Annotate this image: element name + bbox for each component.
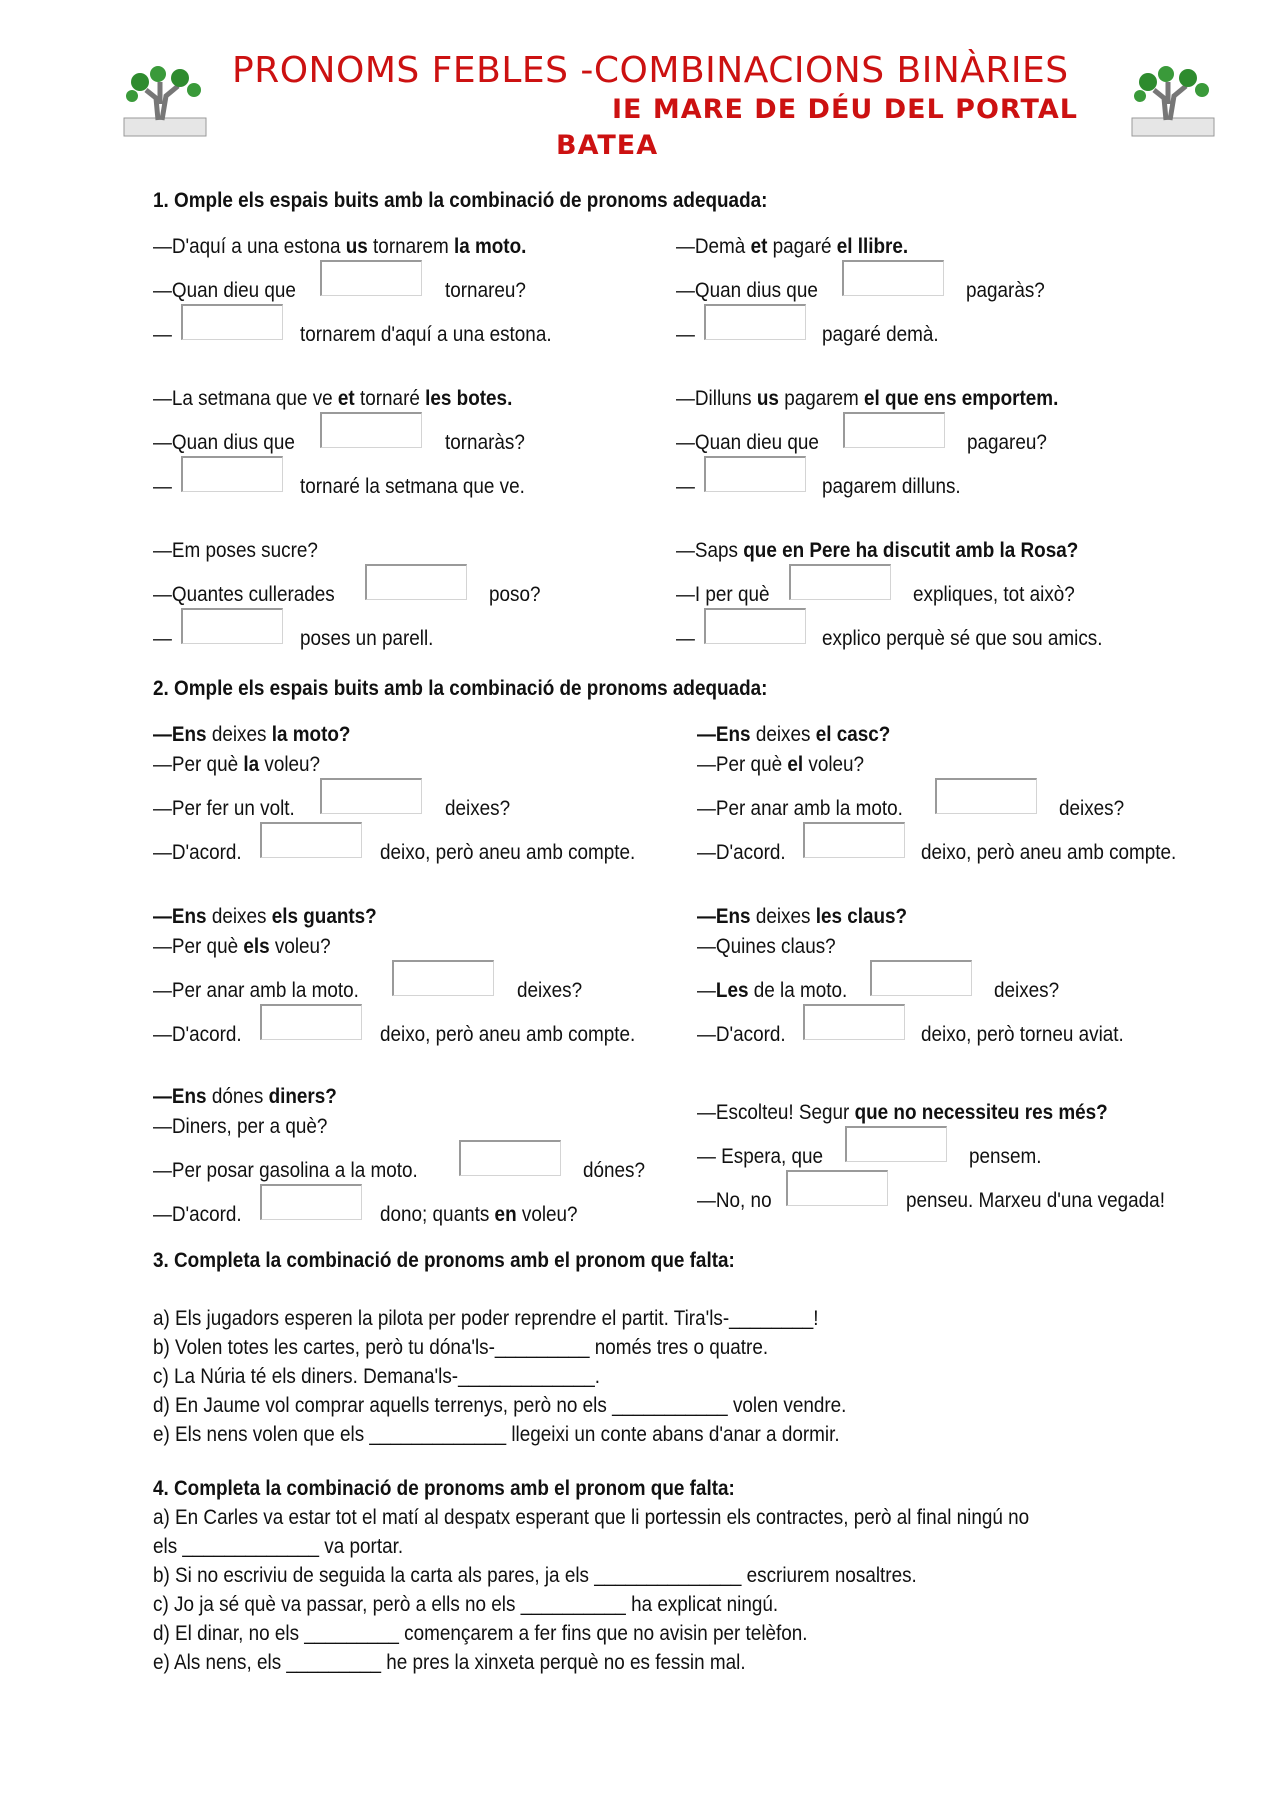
s2e-answer-box-2[interactable]: [260, 1184, 362, 1220]
s1f-line3-end: explico perquè sé que sou amics.: [822, 627, 1103, 650]
s1c-line3-end: tornaré la setmana que ve.: [300, 475, 525, 498]
s1b-line2-end: pagaràs?: [966, 279, 1045, 302]
s2e-line4-end: dono; quants en voleu?: [380, 1203, 578, 1226]
town-name: BATEA: [556, 130, 659, 161]
s2c-answer-box-1[interactable]: [392, 960, 494, 996]
s1b-line3-dash: —: [676, 323, 695, 346]
s2c-line2: —Per què els voleu?: [153, 935, 331, 958]
s1c-answer-box-2[interactable]: [181, 456, 283, 492]
s1d-answer-box-1[interactable]: [843, 412, 945, 448]
s2d-answer-box-1[interactable]: [870, 960, 972, 996]
s1f-line2-label: —I per què: [676, 583, 770, 606]
s1c-line3-dash: —: [153, 475, 172, 498]
s1e-line2-label: —Quantes cullerades: [153, 583, 335, 606]
s2d-line4-end: deixo, però torneu aviat.: [921, 1023, 1124, 1046]
s2c-line1: —Ens deixes els guants?: [153, 905, 377, 928]
s2a-answer-box-2[interactable]: [260, 822, 362, 858]
s2b-line3-end: deixes?: [1059, 797, 1125, 820]
s2b-line3-label: —Per anar amb la moto.: [697, 797, 903, 820]
page-title: PRONOMS FEBLES -COMBINACIONS BINÀRIES: [232, 50, 1069, 91]
s2a-answer-box-1[interactable]: [320, 778, 422, 814]
s3-item-e: e) Els nens volen que els _____________ llegeixi un conte abans d'anar a dormir.: [153, 1423, 840, 1446]
s1a-line2-label: —Quan dieu que: [153, 279, 296, 302]
s1c-answer-box-1[interactable]: [320, 412, 422, 448]
s2e-answer-box-1[interactable]: [459, 1140, 561, 1176]
s2c-line3-end: deixes?: [517, 979, 583, 1002]
s1c-line2-label: —Quan dius que: [153, 431, 295, 454]
s4-item-c: c) Jo ja sé què va passar, però a ells no els __________ ha explicat ningú.: [153, 1593, 779, 1616]
s1a-line1: —D'aquí a una estona us tornarem la moto.: [153, 235, 527, 258]
s2b-line4-end: deixo, però aneu amb compte.: [921, 841, 1177, 864]
s1a-answer-box-2[interactable]: [181, 304, 283, 340]
s1d-line3-end: pagarem dilluns.: [822, 475, 961, 498]
s1f-answer-box-2[interactable]: [704, 608, 806, 644]
school-logo-left: [110, 60, 220, 140]
s1a-line3-dash: —: [153, 323, 172, 346]
s2e-line4-label: —D'acord.: [153, 1203, 242, 1226]
s1d-line2-end: pagareu?: [967, 431, 1047, 454]
school-name: IE MARE DE DÉU DEL PORTAL: [612, 94, 1078, 125]
s2c-line3-label: —Per anar amb la moto.: [153, 979, 359, 1002]
s2e-line3-end: dónes?: [583, 1159, 646, 1182]
s1e-answer-box-1[interactable]: [365, 564, 467, 600]
s1a-answer-box-1[interactable]: [320, 260, 422, 296]
s4-item-a-cont: els _____________ va portar.: [153, 1535, 404, 1558]
s2f-line3-label: —No, no: [697, 1189, 772, 1212]
s1d-answer-box-2[interactable]: [704, 456, 806, 492]
s2b-answer-box-1[interactable]: [935, 778, 1037, 814]
s3-item-a: a) Els jugadors esperen la pilota per poder reprendre el partit. Tira'ls-________!: [153, 1307, 819, 1330]
s3-item-c: c) La Núria té els diners. Demana'ls-_____________.: [153, 1365, 600, 1388]
s2a-line3-label: —Per fer un volt.: [153, 797, 295, 820]
s2f-answer-box-1[interactable]: [845, 1126, 947, 1162]
s4-item-d: d) El dinar, no els _________ començarem a fer fins que no avisin per telèfon.: [153, 1622, 808, 1645]
s2f-line2-label: — Espera, que: [697, 1145, 824, 1168]
s4-item-e: e) Als nens, els _________ he pres la xinxeta perquè no es fessin mal.: [153, 1651, 746, 1674]
s1b-answer-box-2[interactable]: [704, 304, 806, 340]
s1b-line2-label: —Quan dius que: [676, 279, 818, 302]
s1d-line1: —Dilluns us pagarem el que ens emportem.: [676, 387, 1059, 410]
s2a-line3-end: deixes?: [445, 797, 511, 820]
s1b-line3-end: pagaré demà.: [822, 323, 939, 346]
s2f-answer-box-2[interactable]: [786, 1170, 888, 1206]
school-logo-right: [1118, 60, 1228, 140]
s1e-line3-dash: —: [153, 627, 172, 650]
s2c-line4-end: deixo, però aneu amb compte.: [380, 1023, 636, 1046]
s1f-line2-end: expliques, tot això?: [913, 583, 1075, 606]
s2d-line2: —Quines claus?: [697, 935, 836, 958]
s2b-line1: —Ens deixes el casc?: [697, 723, 891, 746]
s2d-line3-label: —Les de la moto.: [697, 979, 848, 1002]
s2c-answer-box-2[interactable]: [260, 1004, 362, 1040]
s2a-line2: —Per què la voleu?: [153, 753, 321, 776]
s4-item-a: a) En Carles va estar tot el matí al despatx esperant que li portessin els contractes, però al final ningú no: [153, 1506, 1030, 1529]
s3-item-b: b) Volen totes les cartes, però tu dóna'ls-_________ només tres o quatre.: [153, 1336, 769, 1359]
section-2-heading: 2. Omple els espais buits amb la combinació de pronoms adequada:: [153, 677, 768, 700]
s1f-line3-dash: —: [676, 627, 695, 650]
s2c-line4-label: —D'acord.: [153, 1023, 242, 1046]
s2d-answer-box-2[interactable]: [803, 1004, 905, 1040]
s1e-answer-box-2[interactable]: [181, 608, 283, 644]
s2d-line1: —Ens deixes les claus?: [697, 905, 908, 928]
s1c-line2-end: tornaràs?: [445, 431, 525, 454]
s1c-line1: —La setmana que ve et tornaré les botes.: [153, 387, 513, 410]
s2e-line3-label: —Per posar gasolina a la moto.: [153, 1159, 418, 1182]
s1f-line1: —Saps que en Pere ha discutit amb la Rosa?: [676, 539, 1079, 562]
s1e-line1: —Em poses sucre?: [153, 539, 318, 562]
s2f-line2-end: pensem.: [969, 1145, 1042, 1168]
section-3-heading: 3. Completa la combinació de pronoms amb el pronom que falta:: [153, 1249, 735, 1272]
s2a-line4-label: —D'acord.: [153, 841, 242, 864]
s2f-line3-end: penseu. Marxeu d'una vegada!: [906, 1189, 1165, 1212]
s1e-line3-end: poses un parell.: [300, 627, 434, 650]
s2d-line3-end: deixes?: [994, 979, 1060, 1002]
section-4-heading: 4. Completa la combinació de pronoms amb el pronom que falta:: [153, 1477, 735, 1500]
s2a-line4-end: deixo, però aneu amb compte.: [380, 841, 636, 864]
s2b-line4-label: —D'acord.: [697, 841, 786, 864]
s2e-line2: —Diners, per a què?: [153, 1115, 328, 1138]
s1b-line1: —Demà et pagaré el llibre.: [676, 235, 909, 258]
s2b-answer-box-2[interactable]: [803, 822, 905, 858]
s1a-line3-end: tornarem d'aquí a una estona.: [300, 323, 552, 346]
s1e-line2-end: poso?: [489, 583, 541, 606]
s2a-line1: —Ens deixes la moto?: [153, 723, 351, 746]
s2f-line1: —Escolteu! Segur que no necessiteu res més?: [697, 1101, 1108, 1124]
s1a-line2-end: tornareu?: [445, 279, 526, 302]
s1b-answer-box-1[interactable]: [842, 260, 944, 296]
s1f-answer-box-1[interactable]: [789, 564, 891, 600]
s1d-line3-dash: —: [676, 475, 695, 498]
s4-item-b: b) Si no escriviu de seguida la carta als pares, ja els ______________ escriurem nosaltres.: [153, 1564, 917, 1587]
s2e-line1: —Ens dónes diners?: [153, 1085, 337, 1108]
section-1-heading: 1. Omple els espais buits amb la combinació de pronoms adequada:: [153, 189, 768, 212]
s2b-line2: —Per què el voleu?: [697, 753, 865, 776]
s2d-line4-label: —D'acord.: [697, 1023, 786, 1046]
s3-item-d: d) En Jaume vol comprar aquells terrenys, però no els ___________ volen vendre.: [153, 1394, 847, 1417]
s1d-line2-label: —Quan dieu que: [676, 431, 819, 454]
